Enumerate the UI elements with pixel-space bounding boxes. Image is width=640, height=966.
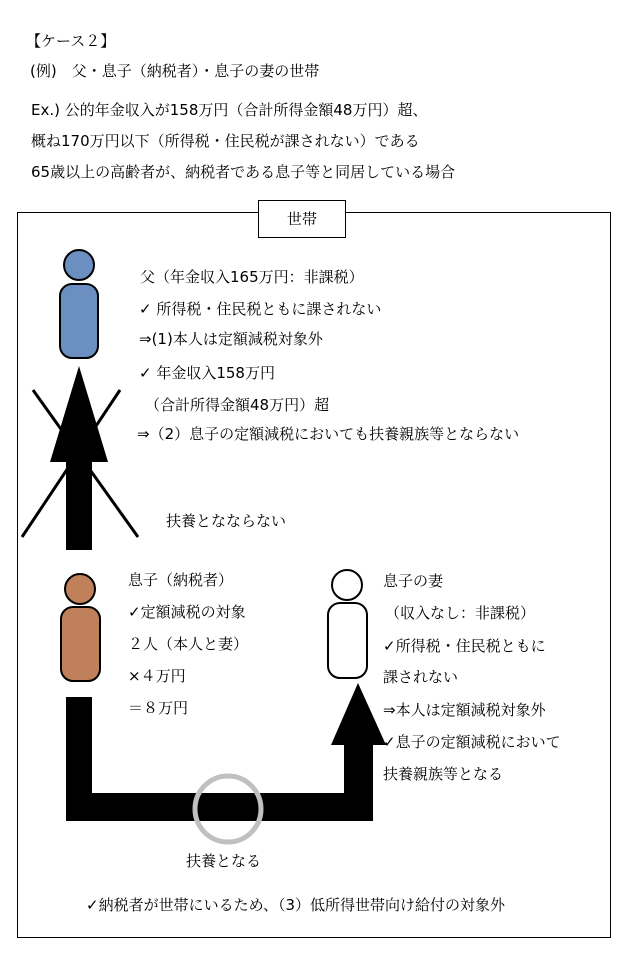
wife-line-4: 課されない	[383, 668, 459, 686]
dependent-arrow	[66, 683, 386, 821]
wife-line-1: 息子の妻	[383, 572, 444, 590]
intro-line-2: 概ね170万円以下（所得税・住民税が課されない）である	[31, 132, 420, 150]
wife-line-3: ✓所得税・住民税ともに	[383, 637, 546, 655]
wife-line-6: ✓息子の定額減税において	[383, 733, 561, 751]
footer-note: ✓納税者が世帯にいるため、（3）低所得世帯向け給付の対象外	[86, 896, 506, 914]
father-line-6: ⇒（2）息子の定額減税においても扶養親族等とならない	[137, 425, 520, 443]
father-line-2: ✓ 所得税・住民税ともに課されない	[139, 300, 382, 318]
wife-line-2: （収入なし：非課税）	[385, 604, 536, 622]
wife-line-7: 扶養親族等となる	[383, 765, 504, 783]
intro-line-1: Ex.) 公的年金収入が158万円（合計所得金額48万円）超、	[31, 101, 428, 119]
son-line-1: 息子（納税者）	[128, 571, 234, 589]
son-line-4: ×４万円	[128, 667, 186, 685]
father-line-5: （合計所得金額48万円）超	[145, 396, 330, 414]
case-title: 【ケース２】	[26, 32, 116, 50]
example-title: (例) 父・息子（納税者）・息子の妻の世帯	[30, 62, 320, 80]
father-line-3: ⇒(1)本人は定額減税対象外	[139, 330, 323, 348]
not-dependent-label: 扶養となならない	[166, 512, 287, 530]
son-line-5: ＝８万円	[128, 699, 189, 717]
not-dependent-arrow	[50, 366, 108, 550]
father-figure	[60, 250, 98, 358]
intro-line-3: 65歳以上の高齢者が、納税者である息子等と同居している場合	[31, 163, 456, 181]
father-line-1: 父（年金収入165万円：非課税）	[140, 268, 364, 286]
wife-line-5: ⇒本人は定額減税対象外	[383, 701, 546, 719]
son-line-2: ✓定額減税の対象	[128, 603, 246, 621]
household-label: 世帯	[258, 200, 346, 238]
dependent-label: 扶養となる	[186, 852, 262, 870]
son-line-3: ２人（本人と妻）	[128, 635, 249, 653]
son-figure	[61, 574, 100, 681]
father-line-4: ✓ 年金収入158万円	[139, 364, 275, 382]
wife-figure	[328, 570, 367, 678]
